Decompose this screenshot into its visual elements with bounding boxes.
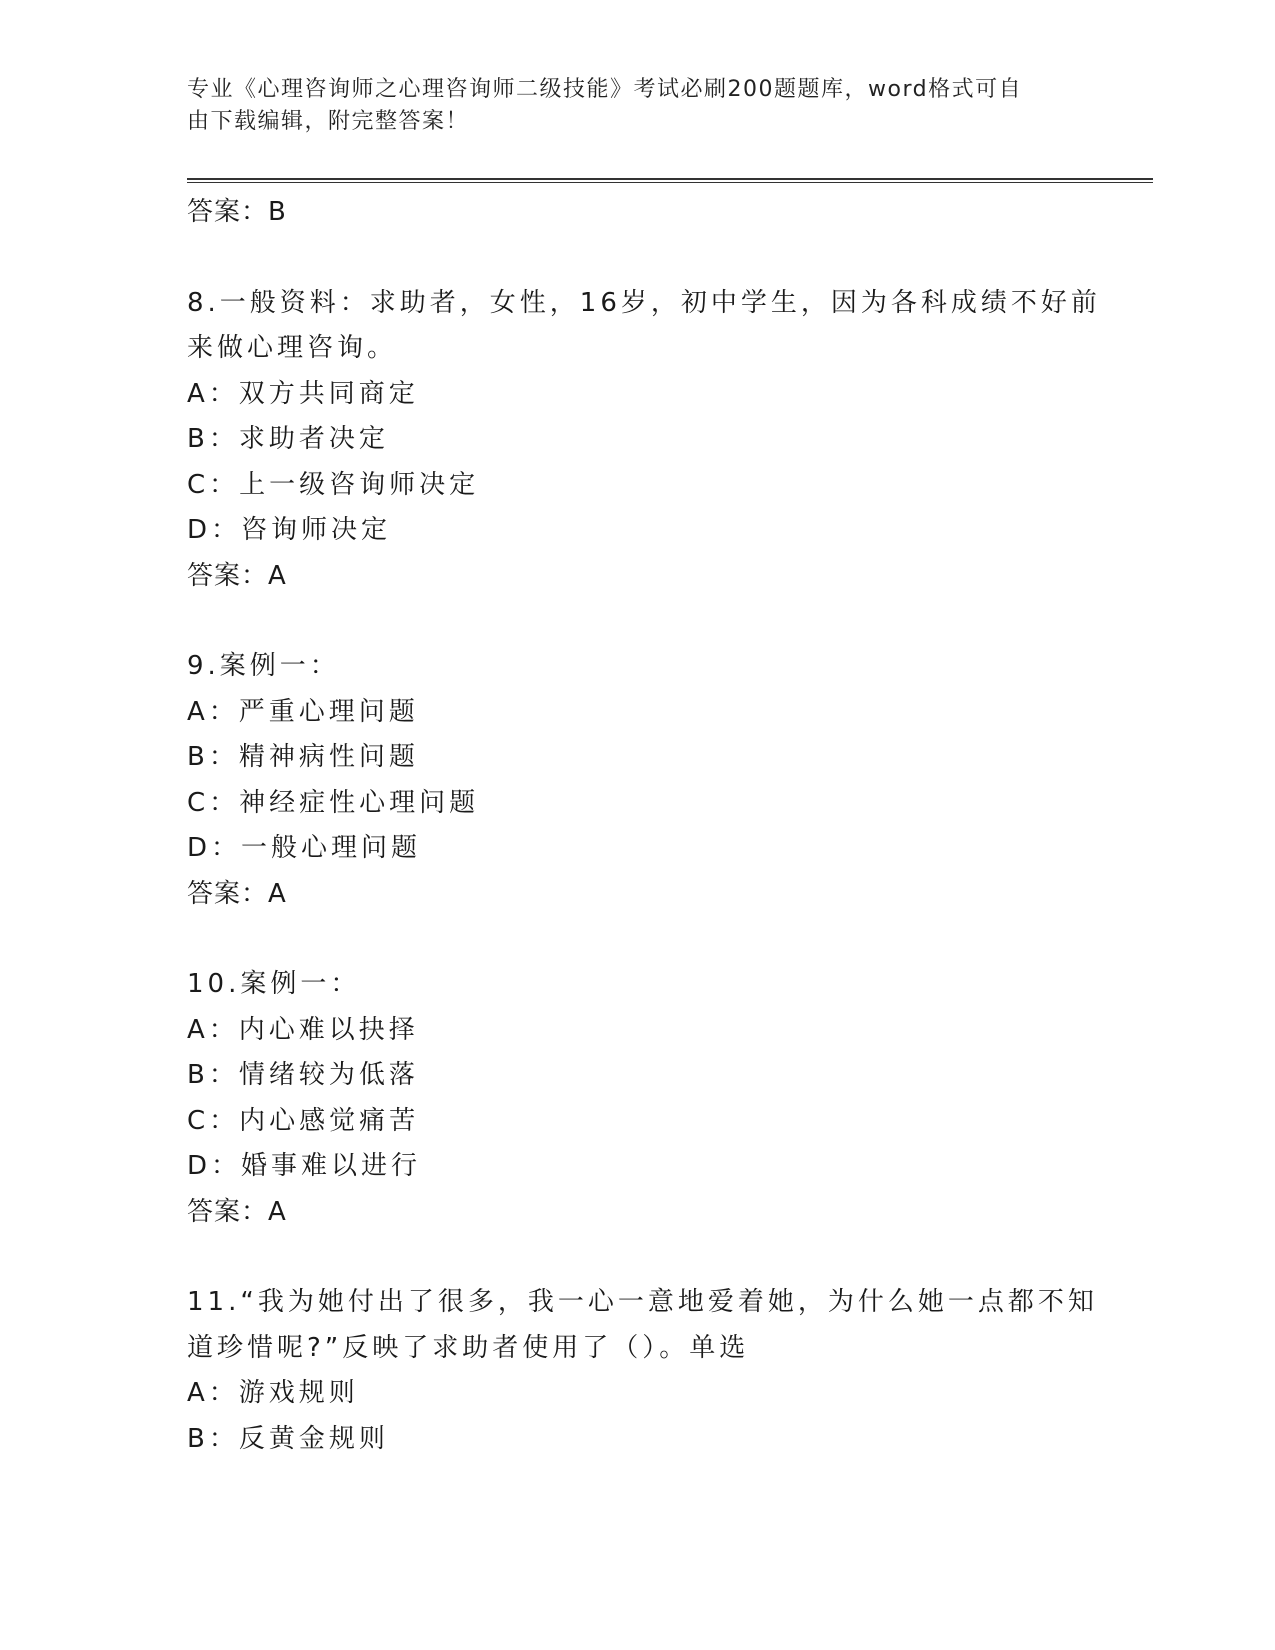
- question-stem: 11.“我为她付出了很多，我一心一意地爱着她，为什么她一点都不知: [187, 1287, 1098, 1317]
- option-a: A：游戏规则: [187, 1378, 359, 1408]
- header-divider: [187, 178, 1153, 183]
- question-stem: 道珍惜呢?”反映了求助者使用了（）。单选: [187, 1332, 750, 1363]
- option-b: B：精神病性问题: [187, 742, 419, 772]
- question-stem: 10.案例一：: [187, 969, 361, 999]
- option-a: A：双方共同商定: [187, 378, 419, 409]
- option-d: D：婚事难以进行: [187, 1151, 422, 1181]
- question-block: [187, 962, 1087, 1235]
- answer-line: 答案：A: [187, 878, 287, 909]
- spacer: [187, 1235, 1087, 1280]
- answer-line: 答案：A: [187, 560, 287, 591]
- answer-line: 答案：B: [187, 197, 287, 227]
- question-block: [187, 644, 1087, 917]
- spacer: [187, 917, 1087, 962]
- question-stem: 9.案例一：: [187, 651, 340, 681]
- option-d: D：咨询师决定: [187, 515, 392, 545]
- option-c: C：神经症性心理问题: [187, 787, 480, 818]
- option-c: C：内心感觉痛苦: [187, 1105, 420, 1136]
- spacer: [187, 236, 1087, 281]
- option-a: A：内心难以抉择: [187, 1014, 419, 1045]
- question-block: [187, 281, 1101, 600]
- option-d: D：一般心理问题: [187, 833, 422, 863]
- option-b: B：情绪较为低落: [187, 1060, 419, 1090]
- spacer: [187, 599, 1087, 644]
- question-stem: 8.一般资料：求助者，女性，16岁，初中学生，因为各科成绩不好前: [187, 287, 1101, 318]
- option-b: B：反黄金规则: [187, 1423, 389, 1454]
- question-stem: 来做心理咨询。: [187, 333, 398, 363]
- header-line-2: 由下载编辑，附完整答案！: [187, 109, 470, 134]
- page-header: [187, 74, 1067, 138]
- option-b: B：求助者决定: [187, 424, 389, 454]
- question-content: [187, 190, 1101, 1462]
- header-line-1: 专业《心理咨询师之心理咨询师二级技能》考试必刷200题题库，word格式可自: [187, 77, 1023, 102]
- question-block: [187, 1280, 1098, 1462]
- option-c: C：上一级咨询师决定: [187, 469, 480, 500]
- option-a: A：严重心理问题: [187, 696, 419, 727]
- answer-line: 答案：A: [187, 1196, 287, 1227]
